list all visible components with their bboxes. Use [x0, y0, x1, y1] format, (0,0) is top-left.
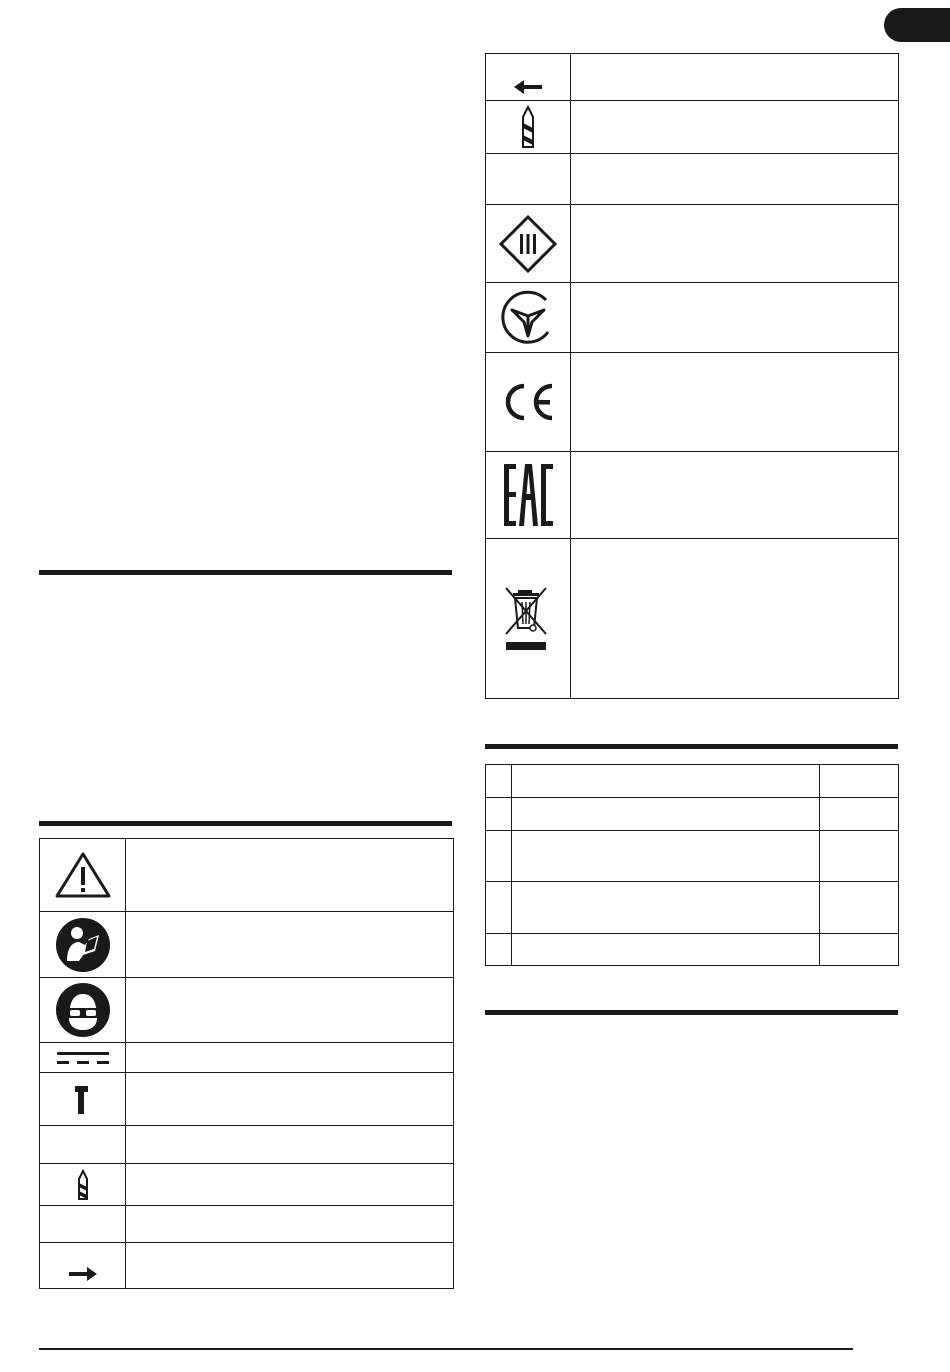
symbol-cell: [486, 283, 571, 353]
symbol-cell: [486, 539, 571, 699]
symbol-description: [126, 912, 454, 978]
part-number: [486, 831, 512, 882]
symbol-cell: [486, 101, 571, 154]
symbol-cell: [40, 839, 126, 912]
symbol-cell: [40, 1206, 126, 1243]
wear-eye-protection-icon: [55, 982, 111, 1038]
symbol-description: [571, 54, 899, 101]
section-rule: [39, 821, 452, 826]
part-number: [486, 765, 512, 798]
symbol-description: [571, 154, 899, 205]
part-description: [512, 831, 820, 882]
section-rule: [485, 1010, 898, 1015]
protection-class-iii-icon: [498, 214, 558, 274]
symbol-cell: [486, 205, 571, 283]
drill-bit-icon: [55, 1169, 111, 1201]
part-number: [486, 798, 512, 831]
part-number: [486, 882, 512, 934]
table-row: [486, 882, 899, 934]
symbol-description: [126, 1043, 454, 1073]
symbol-description: [571, 452, 899, 539]
part-number: [486, 934, 512, 966]
table-row: [486, 798, 899, 831]
symbol-cell: [40, 912, 126, 978]
drill-bit-icon: [500, 105, 556, 149]
direct-current-icon: [55, 1049, 111, 1067]
symbol-cell: [486, 452, 571, 539]
read-manual-icon: [55, 917, 111, 973]
arrow-left-icon: [500, 79, 556, 95]
symbol-cell: [40, 1243, 126, 1289]
table-row: [486, 934, 899, 966]
symbol-description: [126, 1206, 454, 1243]
warning-triangle-icon: [53, 850, 113, 900]
part-description: [512, 934, 820, 966]
symbol-cell: [40, 978, 126, 1043]
symbol-cell: [40, 1164, 126, 1206]
part-description: [512, 765, 820, 798]
symbol-cell: [486, 54, 571, 101]
symbol-description: [571, 283, 899, 353]
symbol-description: [571, 353, 899, 452]
part-value: [820, 882, 899, 934]
symbol-description: [126, 1164, 454, 1206]
table-row: [486, 831, 899, 882]
part-description: [512, 798, 820, 831]
symbol-cell: [40, 1073, 126, 1126]
part-value: [820, 798, 899, 831]
symbol-cell: [40, 1126, 126, 1164]
weee-crossed-bin-icon: [498, 584, 558, 654]
part-value: [820, 831, 899, 882]
symbol-description: [126, 1126, 454, 1164]
section-rule: [485, 744, 898, 749]
symbol-description: [126, 978, 454, 1043]
symbol-description: [571, 101, 899, 154]
ce-mark-icon: [498, 380, 558, 424]
arrow-right-icon: [55, 1266, 111, 1282]
symbol-description: [571, 205, 899, 283]
parts-table: [485, 764, 899, 966]
symbol-description: [126, 1243, 454, 1289]
symbol-cell: [486, 353, 571, 452]
part-value: [820, 765, 899, 798]
symbol-cell: [40, 1043, 126, 1073]
symbol-cell: [486, 154, 571, 205]
language-tab: [884, 8, 950, 42]
section-rule: [39, 570, 452, 575]
footer-rule: [39, 1348, 853, 1350]
hammer-mode-icon: [55, 1082, 111, 1116]
part-value: [820, 934, 899, 966]
eac-mark-icon: [498, 460, 558, 530]
symbol-description: [126, 839, 454, 912]
symbol-description: [571, 539, 899, 699]
symbols-table-left: [39, 838, 454, 1289]
symbols-table-right: [485, 53, 899, 699]
table-row: [486, 765, 899, 798]
part-description: [512, 882, 820, 934]
ukrainian-conformity-mark-icon: [498, 288, 558, 348]
symbol-description: [126, 1073, 454, 1126]
